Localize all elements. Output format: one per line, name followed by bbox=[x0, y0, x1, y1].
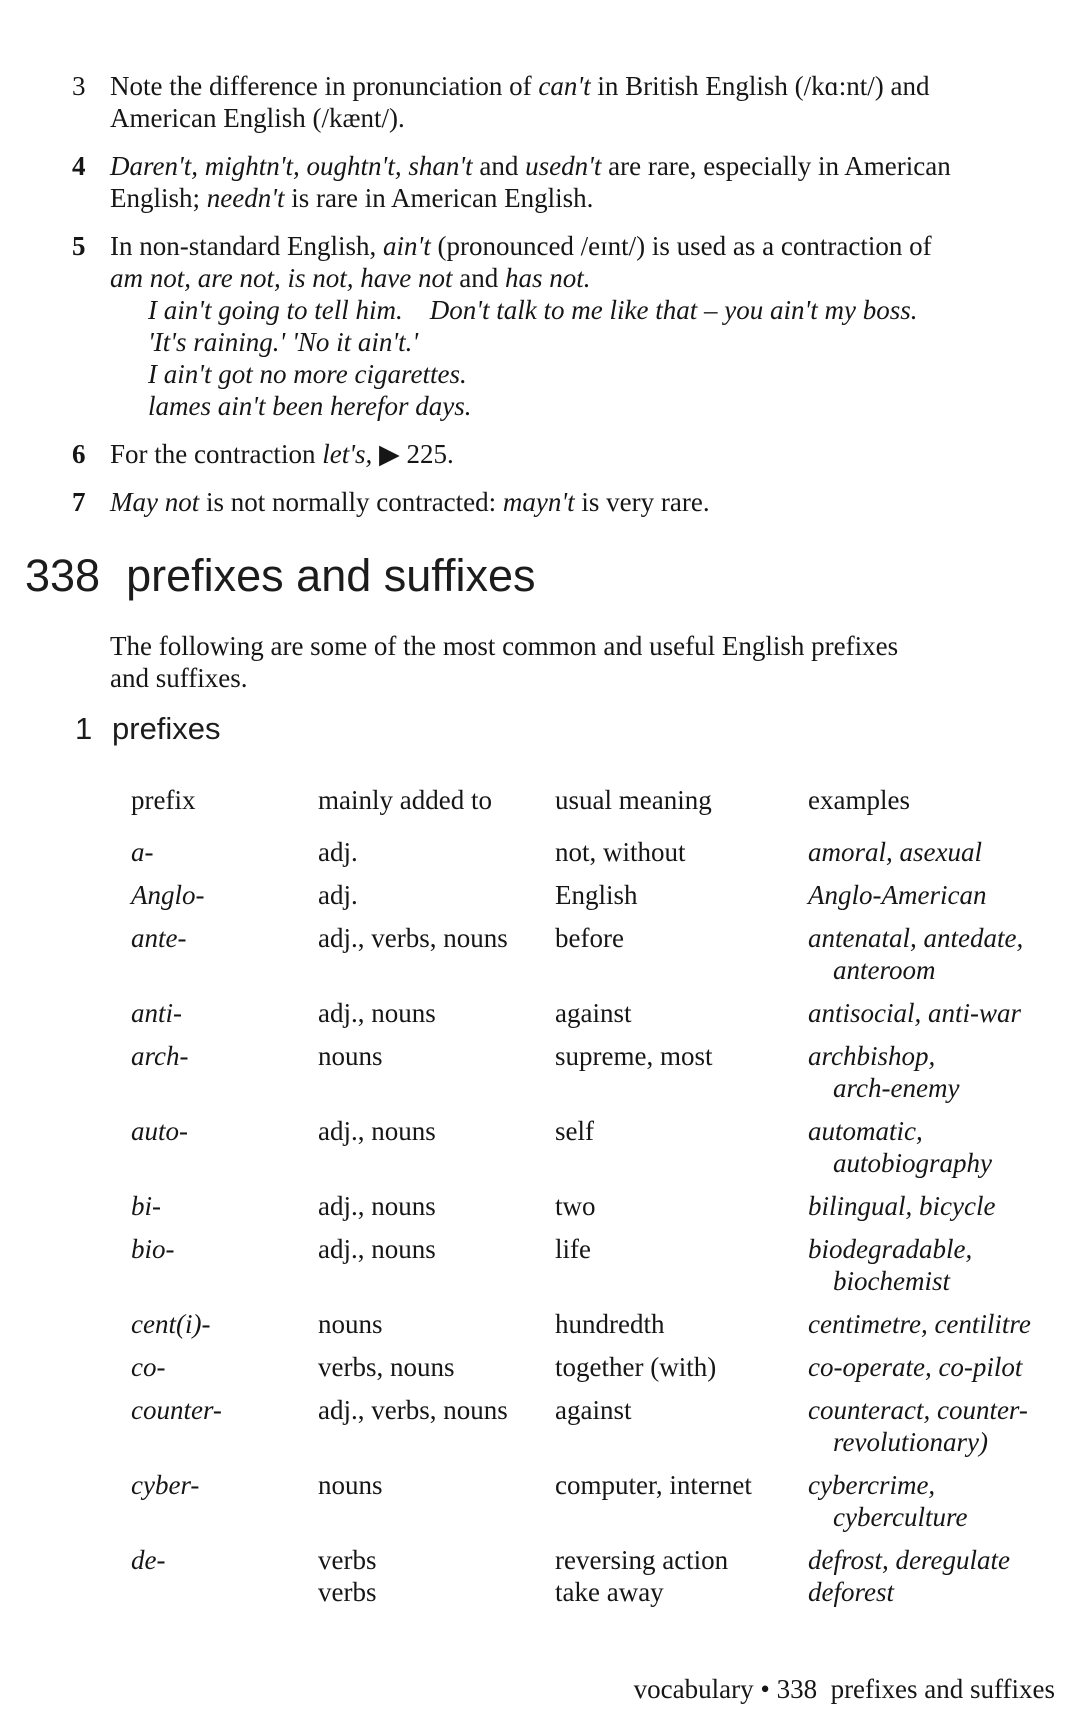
intro-text-line: and suffixes. bbox=[110, 663, 248, 693]
cell-text-line: supreme, most bbox=[555, 1041, 713, 1071]
cell-prefix bbox=[131, 1115, 318, 1179]
column-header: mainly added to bbox=[318, 785, 492, 815]
item-text-line bbox=[110, 438, 454, 470]
cell-text-line: nouns bbox=[318, 1041, 383, 1071]
cell-text-line: English bbox=[555, 880, 638, 910]
cell-meaning bbox=[555, 1040, 808, 1104]
example-sentence: lames ain't been herefor days. bbox=[148, 391, 472, 421]
cell-text-line: Anglo- bbox=[131, 880, 205, 910]
cell-added-to bbox=[318, 1351, 555, 1383]
cell-text-line: anti- bbox=[131, 998, 182, 1028]
text-segment: mayn't bbox=[502, 487, 575, 517]
cell-text-line: automatic, bbox=[808, 1116, 923, 1146]
cell-text-line: arch- bbox=[131, 1041, 189, 1071]
cell-text-line: antisocial, anti-war bbox=[808, 998, 1022, 1028]
item-text-line bbox=[110, 486, 710, 518]
cell-prefix bbox=[131, 836, 318, 868]
cell-text-line: auto- bbox=[131, 1116, 188, 1146]
cell-meaning bbox=[555, 1469, 808, 1533]
cell-examples bbox=[808, 922, 1070, 986]
cell-examples bbox=[808, 1351, 1070, 1383]
table-row bbox=[131, 836, 1080, 868]
cell-text-line: cyber- bbox=[131, 1470, 200, 1500]
item-body bbox=[110, 70, 929, 134]
example-sentences bbox=[110, 294, 932, 422]
item-text-line bbox=[110, 262, 932, 294]
cell-text-line: centimetre, centilitre bbox=[808, 1309, 1031, 1339]
cell-added-to bbox=[318, 879, 555, 911]
cell-added-to bbox=[318, 1233, 555, 1297]
footer-spacer-2 bbox=[770, 1674, 777, 1704]
subsection-number: 1 bbox=[75, 711, 93, 746]
section-title: prefixes and suffixes bbox=[126, 550, 536, 601]
item-body bbox=[110, 438, 454, 470]
cell-prefix bbox=[131, 879, 318, 911]
cell-text-line: self bbox=[555, 1116, 594, 1146]
cell-text-line: adj., nouns bbox=[318, 998, 436, 1028]
cell-text-line: bi- bbox=[131, 1191, 161, 1221]
cell-meaning bbox=[555, 836, 808, 868]
footer-section-label: vocabulary bbox=[633, 1674, 754, 1704]
text-segment bbox=[372, 439, 379, 469]
cell-added-to bbox=[318, 997, 555, 1029]
example-sentence: I ain't got no more cigarettes. bbox=[148, 359, 467, 389]
cell-text-line: adj., verbs, nouns bbox=[318, 1395, 508, 1425]
section-ref-arrow-icon: ▶ bbox=[378, 439, 400, 469]
table-row bbox=[131, 1308, 1080, 1340]
text-segment: is very rare. bbox=[574, 487, 710, 517]
cell-text-line: autobiography bbox=[833, 1148, 992, 1178]
cell-added-to bbox=[318, 1308, 555, 1340]
page-footer bbox=[607, 1641, 1055, 1710]
text-segment: can't bbox=[538, 71, 591, 101]
cell-text-line: adj., verbs, nouns bbox=[318, 923, 508, 953]
table-row bbox=[131, 1351, 1080, 1383]
cell-text-line: amoral, asexual bbox=[808, 837, 982, 867]
cell-meaning bbox=[555, 997, 808, 1029]
text-segment: and bbox=[472, 151, 526, 181]
cell-prefix bbox=[131, 1233, 318, 1297]
text-segment: American English (/kænt/). bbox=[110, 103, 405, 133]
text-segment: is not normally contracted: bbox=[199, 487, 503, 517]
cell-text-line: take away bbox=[555, 1577, 664, 1607]
text-segment: am not, are not, is not, have not bbox=[110, 263, 453, 293]
text-segment: English; bbox=[110, 183, 207, 213]
footer-reference: 338 prefixes and suffixes bbox=[776, 1674, 1055, 1704]
cell-text-line: a- bbox=[131, 837, 154, 867]
section-number: 338 bbox=[25, 550, 101, 601]
item-body bbox=[110, 486, 710, 518]
cell-meaning bbox=[555, 879, 808, 911]
text-segment: are rare, especially in American bbox=[601, 151, 951, 181]
item-body bbox=[110, 150, 951, 214]
cell-added-to bbox=[318, 836, 555, 868]
cell-meaning bbox=[555, 1544, 808, 1608]
item-text-line bbox=[110, 230, 932, 262]
table-row bbox=[131, 879, 1080, 911]
cell-text-line: anteroom bbox=[833, 955, 936, 985]
cell-text-line: bilingual, bicycle bbox=[808, 1191, 996, 1221]
numbered-items-section bbox=[0, 0, 1080, 518]
text-segment: 225. bbox=[399, 439, 454, 469]
text-segment: (pronounced /eɪnt/) is used as a contraction of bbox=[430, 231, 932, 261]
cell-text-line: co- bbox=[131, 1352, 166, 1382]
numbered-item bbox=[0, 230, 1080, 422]
cell-meaning bbox=[555, 1308, 808, 1340]
cell-examples bbox=[808, 1040, 1070, 1104]
text-segment: let's, bbox=[322, 439, 373, 469]
cell-text-line: biodegradable, bbox=[808, 1234, 973, 1264]
example-sentence: 'It's raining.' 'No it ain't.' bbox=[148, 327, 419, 357]
cell-text-line: defrost, deregulate bbox=[808, 1545, 1010, 1575]
column-header: prefix bbox=[131, 785, 196, 815]
item-number: 6 bbox=[72, 439, 86, 469]
cell-text-line: verbs bbox=[318, 1577, 377, 1607]
cell-prefix bbox=[131, 997, 318, 1029]
text-segment: May not bbox=[110, 487, 200, 517]
cell-added-to bbox=[318, 1469, 555, 1533]
cell-prefix bbox=[131, 1351, 318, 1383]
subsection-heading bbox=[0, 710, 1080, 748]
cell-added-to bbox=[318, 1115, 555, 1179]
text-segment: has not. bbox=[504, 263, 591, 293]
cell-text-line: adj., nouns bbox=[318, 1116, 436, 1146]
cell-text-line: before bbox=[555, 923, 624, 953]
cell-examples bbox=[808, 836, 1070, 868]
cell-text-line: cybercrime, bbox=[808, 1470, 936, 1500]
cell-text-line: against bbox=[555, 998, 632, 1028]
cell-examples bbox=[808, 1190, 1070, 1222]
intro-paragraph bbox=[110, 630, 1080, 694]
text-segment: Note the difference in pronunciation of bbox=[110, 71, 539, 101]
intro-text-line: The following are some of the most common and useful English prefixes bbox=[110, 631, 899, 661]
item-text-line bbox=[110, 102, 929, 134]
item-text-line bbox=[110, 182, 951, 214]
table-row bbox=[131, 922, 1080, 986]
cell-text-line: archbishop, bbox=[808, 1041, 936, 1071]
cell-text-line: against bbox=[555, 1395, 632, 1425]
text-segment: In non-standard English, bbox=[110, 231, 383, 261]
cell-meaning bbox=[555, 1115, 808, 1179]
cell-examples bbox=[808, 997, 1070, 1029]
prefix-table bbox=[131, 784, 1080, 1608]
item-text-line bbox=[110, 150, 951, 182]
text-segment: in British English (/kɑ:nt/) and bbox=[590, 71, 930, 101]
table-row bbox=[131, 1040, 1080, 1104]
cell-meaning bbox=[555, 1394, 808, 1458]
cell-text-line: deforest bbox=[808, 1577, 894, 1607]
cell-examples bbox=[808, 1394, 1070, 1458]
text-segment: and bbox=[452, 263, 505, 293]
column-header: examples bbox=[808, 785, 910, 815]
item-number: 3 bbox=[72, 71, 86, 101]
cell-text-line: co-operate, co-pilot bbox=[808, 1352, 1023, 1382]
cell-added-to bbox=[318, 922, 555, 986]
cell-examples bbox=[808, 1233, 1070, 1297]
table-row bbox=[131, 1190, 1080, 1222]
cell-text-line: verbs bbox=[318, 1545, 377, 1575]
cell-prefix bbox=[131, 1469, 318, 1533]
cell-meaning bbox=[555, 1190, 808, 1222]
item-body bbox=[110, 230, 932, 422]
cell-text-line: adj., nouns bbox=[318, 1191, 436, 1221]
cell-text-line: adj. bbox=[318, 880, 358, 910]
table-row bbox=[131, 1115, 1080, 1179]
numbered-item bbox=[0, 486, 1080, 518]
cell-added-to bbox=[318, 1544, 555, 1608]
cell-text-line: not, without bbox=[555, 837, 686, 867]
cell-text-line: counteract, counter- bbox=[808, 1395, 1028, 1425]
text-segment: Daren't, mightn't, oughtn't, shan't bbox=[110, 151, 473, 181]
cell-text-line: de- bbox=[131, 1545, 166, 1575]
cell-text-line: revolutionary) bbox=[833, 1427, 988, 1457]
numbered-item bbox=[0, 70, 1080, 134]
table-row bbox=[131, 1233, 1080, 1297]
cell-text-line: antenatal, antedate, bbox=[808, 923, 1024, 953]
cell-examples bbox=[808, 1469, 1070, 1533]
cell-text-line: cyberculture bbox=[833, 1502, 968, 1532]
column-header: usual meaning bbox=[555, 785, 712, 815]
cell-text-line: counter- bbox=[131, 1395, 222, 1425]
cell-text-line: nouns bbox=[318, 1470, 383, 1500]
cell-text-line: arch-enemy bbox=[833, 1073, 960, 1103]
table-row bbox=[131, 997, 1080, 1029]
cell-text-line: ante- bbox=[131, 923, 187, 953]
table-row bbox=[131, 1394, 1080, 1458]
text-segment: ain't bbox=[382, 231, 431, 261]
cell-text-line: biochemist bbox=[833, 1266, 950, 1296]
cell-prefix bbox=[131, 1394, 318, 1458]
cell-examples bbox=[808, 879, 1070, 911]
section-heading bbox=[0, 548, 1080, 604]
cell-text-line: cent(i)- bbox=[131, 1309, 211, 1339]
text-segment: usedn't bbox=[525, 151, 602, 181]
item-text-line bbox=[110, 70, 929, 102]
cell-examples bbox=[808, 1544, 1070, 1608]
item-number: 4 bbox=[72, 151, 86, 181]
table-header-row bbox=[131, 784, 1080, 816]
cell-text-line: hundredth bbox=[555, 1309, 665, 1339]
numbered-item bbox=[0, 150, 1080, 214]
item-number: 5 bbox=[72, 231, 86, 261]
cell-text-line: adj. bbox=[318, 837, 358, 867]
item-number: 7 bbox=[72, 487, 86, 517]
cell-prefix bbox=[131, 1040, 318, 1104]
example-sentence: I ain't going to tell him. Don't talk to me like that – you ain't my boss. bbox=[148, 295, 918, 325]
table-row bbox=[131, 1469, 1080, 1533]
cell-text-line: verbs, nouns bbox=[318, 1352, 455, 1382]
cell-meaning bbox=[555, 922, 808, 986]
cell-prefix bbox=[131, 1308, 318, 1340]
cell-meaning bbox=[555, 1233, 808, 1297]
cell-text-line: two bbox=[555, 1191, 596, 1221]
subsection-title: prefixes bbox=[112, 711, 221, 746]
cell-examples bbox=[808, 1115, 1070, 1179]
cell-text-line: bio- bbox=[131, 1234, 175, 1264]
bullet-separator: • bbox=[760, 1674, 770, 1704]
cell-examples bbox=[808, 1308, 1070, 1340]
table-row bbox=[131, 1544, 1080, 1608]
cell-added-to bbox=[318, 1040, 555, 1104]
cell-added-to bbox=[318, 1190, 555, 1222]
cell-prefix bbox=[131, 922, 318, 986]
cell-prefix bbox=[131, 1190, 318, 1222]
cell-text-line: Anglo-American bbox=[808, 880, 987, 910]
cell-prefix bbox=[131, 1544, 318, 1608]
cell-text-line: reversing action bbox=[555, 1545, 729, 1575]
numbered-item bbox=[0, 438, 1080, 470]
text-segment: For the contraction bbox=[110, 439, 323, 469]
cell-meaning bbox=[555, 1351, 808, 1383]
cell-added-to bbox=[318, 1394, 555, 1458]
cell-text-line: together (with) bbox=[555, 1352, 717, 1382]
cell-text-line: life bbox=[555, 1234, 591, 1264]
cell-text-line: nouns bbox=[318, 1309, 383, 1339]
cell-text-line: computer, internet bbox=[555, 1470, 752, 1500]
text-segment: is rare in American English. bbox=[284, 183, 594, 213]
text-segment: needn't bbox=[206, 183, 285, 213]
cell-text-line: adj., nouns bbox=[318, 1234, 436, 1264]
